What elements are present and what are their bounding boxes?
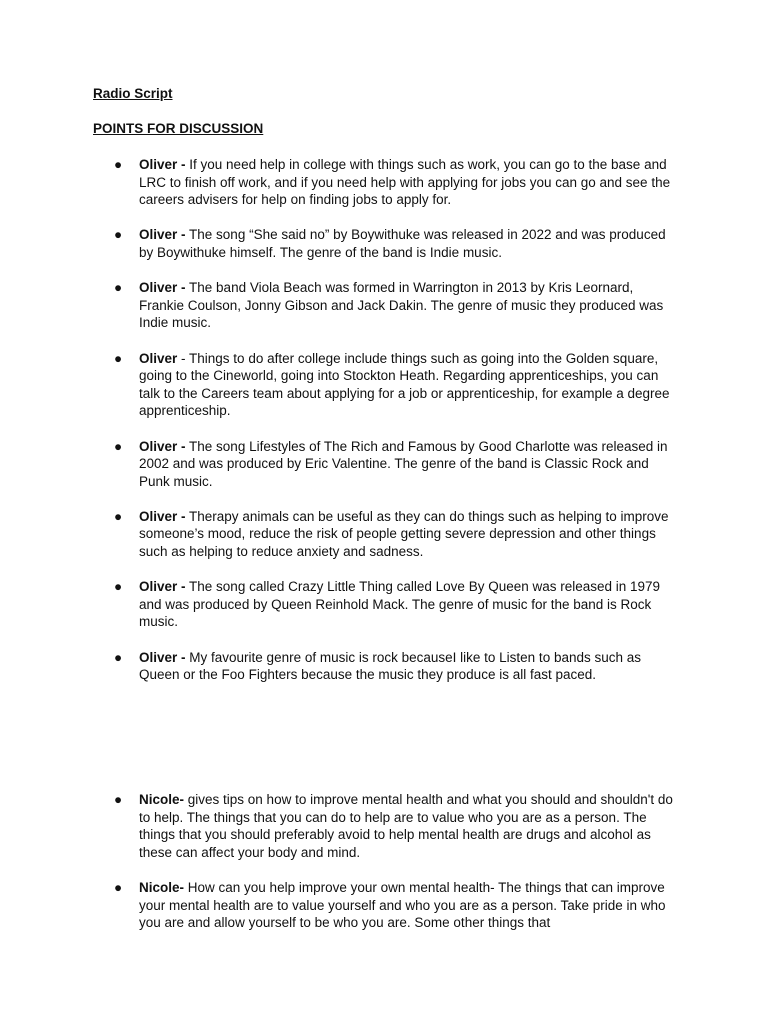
- speaker-name: Oliver -: [139, 280, 186, 296]
- list-item: [0, 438, 768, 491]
- speaker-name: Oliver -: [139, 157, 186, 172]
- discussion-point-text: My favourite genre of music is rock becauseI like to Listen to bands such as Queen or the Foo Fighters because the music they produce is all fast paced.: [139, 649, 642, 683]
- bullet-icon: ●: [114, 280, 123, 296]
- list-item-text: [139, 350, 679, 420]
- list-item-text: [139, 879, 679, 932]
- discussion-list-nicole: [0, 791, 768, 949]
- speaker-name: Oliver: [139, 350, 178, 366]
- discussion-point-text: gives tips on how to improve mental health and what you should and shouldn't do to help. The things that you can do to help are to value who you are as a person. The things that you should preferably avoid to help mental health are drugs and alcohol as these can affect your body and mind.: [139, 792, 673, 860]
- bullet-icon: ●: [114, 350, 123, 366]
- discussion-point-text: If you need help in college with things such as work, you can go to the base and LRC to finish off work, and if you need help with applying for jobs you can go and see the careers advisers for help on finding jobs to apply for.: [139, 157, 671, 208]
- list-item: [0, 879, 768, 932]
- discussion-point-text: The song “She said no” by Boywithuke was released in 2022 and was produced by Boywithuke himself. The genre of the band is Indie music.: [139, 227, 666, 260]
- discussion-point-text: How can you help improve your own mental health- The things that can improve your mental health are to value yourself and who you are as a person. Take pride in who you are and allow yourself to be who you are. Some other things that: [139, 879, 666, 931]
- discussion-point-text: Therapy animals can be useful as they can do things such as helping to improve someone’s mood, reduce the risk of people getting severe depression and other things such as helping to reduce anxiety and sadness.: [139, 508, 669, 560]
- list-item: [0, 791, 768, 861]
- bullet-icon: ●: [114, 649, 123, 665]
- list-item-text: [139, 649, 679, 684]
- list-item: [0, 508, 768, 561]
- bullet-icon: ●: [114, 508, 123, 524]
- list-item: [0, 350, 768, 420]
- bullet-icon: ●: [114, 157, 123, 172]
- discussion-point-text: The song Lifestyles of The Rich and Famous by Good Charlotte was released in 2002 and was produced by Eric Valentine. The genre of the band is Classic Rock and Punk music.: [139, 438, 668, 489]
- speaker-name: Oliver -: [139, 508, 186, 524]
- section-heading: POINTS FOR DISCUSSION: [93, 121, 264, 136]
- list-item-text: [139, 791, 679, 861]
- discussion-point-text: - Things to do after college include things such as going into the Golden square, going to the Cineworld, going into Stockton Heath. Regarding apprenticeships, you can talk to the Careers team about applying for a job or apprenticeship, for example a degree apprenticeship.: [139, 350, 670, 419]
- speaker-name: Oliver -: [139, 579, 186, 595]
- speaker-name: Oliver -: [139, 649, 186, 665]
- speaker-name: Nicole-: [139, 879, 185, 895]
- list-item: [0, 279, 768, 332]
- list-item: [0, 156, 768, 209]
- list-item-text: [139, 156, 679, 209]
- speaker-name: Oliver -: [139, 227, 186, 243]
- discussion-point-text: The song called Crazy Little Thing called Love By Queen was released in 1979 and was produced by Queen Reinhold Mack. The genre of music for the band is Rock music.: [139, 579, 661, 630]
- bullet-icon: ●: [114, 879, 123, 895]
- speaker-name: Nicole-: [139, 792, 185, 807]
- list-item: [0, 226, 768, 261]
- list-item-text: [139, 508, 679, 561]
- discussion-list-oliver: [0, 156, 768, 701]
- document-title: Radio Script: [93, 86, 173, 101]
- list-item-text: [139, 438, 679, 491]
- list-item-text: [139, 226, 679, 261]
- list-item-text: [139, 279, 679, 332]
- bullet-icon: ●: [114, 438, 123, 454]
- list-item-text: [139, 578, 679, 631]
- list-item: [0, 578, 768, 631]
- bullet-icon: ●: [114, 579, 123, 595]
- bullet-icon: ●: [114, 792, 123, 807]
- discussion-point-text: The band Viola Beach was formed in Warrington in 2013 by Kris Leornard, Frankie Coulson, Jonny Gibson and Jack Dakin. The genre of music they produced was Indie music.: [139, 280, 664, 331]
- speaker-name: Oliver -: [139, 438, 186, 454]
- list-item: [0, 649, 768, 684]
- bullet-icon: ●: [114, 227, 123, 243]
